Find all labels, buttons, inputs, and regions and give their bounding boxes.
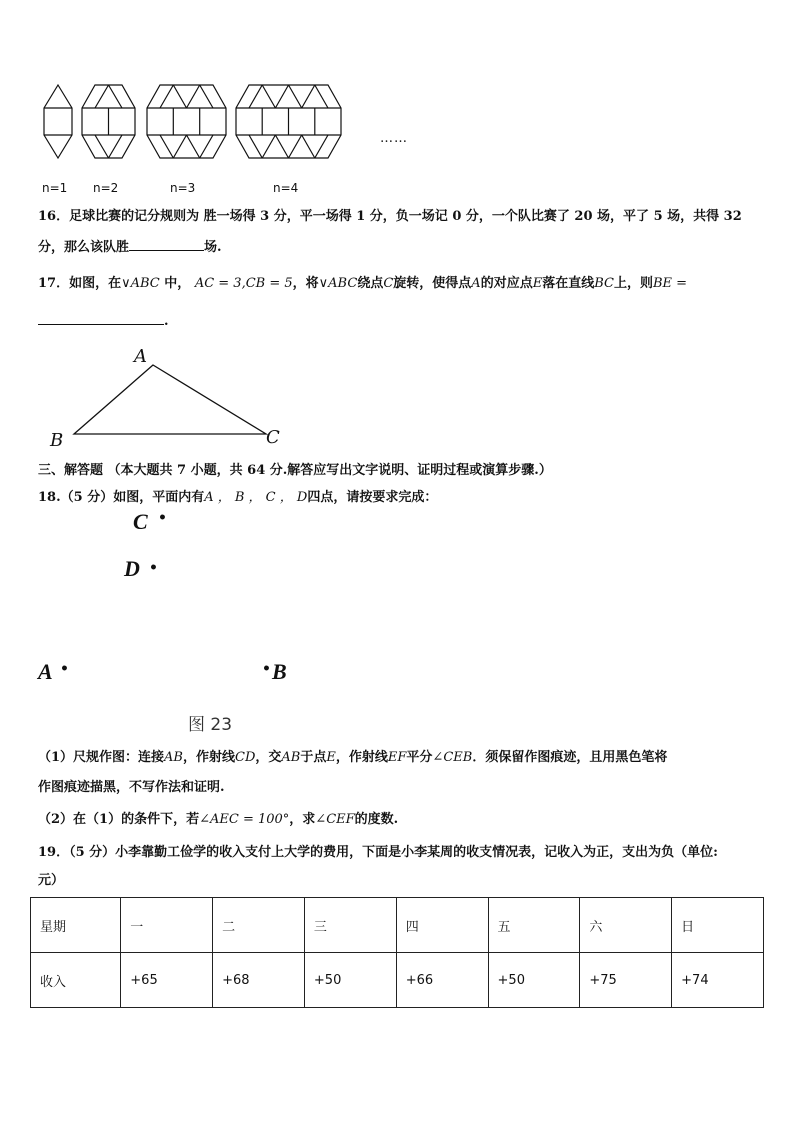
answer-blank xyxy=(38,310,164,325)
q18-math: EF xyxy=(387,750,407,765)
q16-text-pre: 分，那么该队胜 xyxy=(38,240,130,255)
q18-text: ，交 xyxy=(255,750,282,765)
q17-math: ∨ABC xyxy=(318,276,358,291)
section-3-heading: 三、解答题 （本大题共 7 小题，共 64 分.解答应写出文字说明、证明过程或演算步骤.） xyxy=(38,463,552,478)
point-d-dot: • xyxy=(149,560,158,576)
q17-text: 绕点 xyxy=(357,276,384,291)
table-cell: +74 xyxy=(672,953,764,1008)
q18-math: ∠AEC = 100° xyxy=(199,812,290,827)
q18-math: ∠CEB xyxy=(432,750,473,765)
point-d-label: D xyxy=(124,556,140,581)
q17-text: 17．如图，在 xyxy=(38,276,122,291)
point-a-label: A xyxy=(38,659,53,684)
q18-text: 的度数. xyxy=(354,812,399,827)
income-table xyxy=(30,897,764,1008)
question-18-part1 xyxy=(38,743,667,773)
table-cell: 一 xyxy=(121,898,213,953)
question-18-intro xyxy=(38,483,437,513)
answer-blank xyxy=(129,236,204,251)
question-19-line2: 元） xyxy=(38,873,65,888)
triangle-label-b: B xyxy=(50,430,64,451)
table-cell: +50 xyxy=(488,953,580,1008)
q17-text: 中， xyxy=(159,276,195,291)
q18-text: ．须保留作图痕迹，且用黑色笔将 xyxy=(472,750,668,765)
triangle-label-c: C xyxy=(266,427,280,448)
table-cell: 四 xyxy=(396,898,488,953)
figure-caption: 图 23 xyxy=(188,715,233,735)
q18-text: ，作射线 xyxy=(183,750,236,765)
table-cell: 五 xyxy=(488,898,580,953)
table-header-row xyxy=(31,898,764,953)
pattern-label-n2: n=2 xyxy=(93,181,119,195)
question-16-line1: 16．足球比赛的记分规则为 胜一场得 3 分，平一场得 1 分，负一场记 0 分，一个队比赛了 20 场，平了 5 场，共得 32 xyxy=(38,209,742,224)
q17-text: 落在直线 xyxy=(542,276,595,291)
q17-text: ，将 xyxy=(292,276,319,291)
q18-text: 18.（5 分）如图，平面内有 xyxy=(38,490,205,505)
table-cell: 二 xyxy=(213,898,305,953)
table-cell: 收入 xyxy=(31,953,121,1008)
pattern-label-n4: n=4 xyxy=(273,181,299,195)
q18-text: 四点，请按要求完成： xyxy=(307,490,438,505)
q17-text: 上，则 xyxy=(613,276,653,291)
q18-math: E xyxy=(326,750,336,765)
q17-math: E xyxy=(532,276,543,291)
table-cell: 星期 xyxy=(31,898,121,953)
point-c-label: C xyxy=(133,509,148,534)
q18-text: （2）在（1）的条件下，若 xyxy=(38,812,200,827)
table-row xyxy=(31,953,764,1008)
q18-math: CD xyxy=(235,750,256,765)
table-cell: +68 xyxy=(213,953,305,1008)
q17-math: C xyxy=(383,276,394,291)
q18-math: AB xyxy=(164,750,183,765)
pattern-label-n1: n=1 xyxy=(42,181,68,195)
table-cell: 三 xyxy=(304,898,396,953)
table-cell: +50 xyxy=(304,953,396,1008)
table-cell: +75 xyxy=(580,953,672,1008)
point-b-dot: • xyxy=(262,661,271,677)
question-18-part2 xyxy=(38,805,398,835)
q18-text: 于点 xyxy=(300,750,327,765)
q18-text: ，求 xyxy=(289,812,316,827)
q16-text-post: 场. xyxy=(204,240,222,255)
pattern-n2 xyxy=(82,85,135,158)
question-17-answer xyxy=(38,307,169,337)
pattern-label-n3: n=3 xyxy=(170,181,196,195)
point-b-label: B xyxy=(272,659,287,684)
q17-text: . xyxy=(164,314,169,329)
q18-text: 平分 xyxy=(406,750,433,765)
pattern-ellipsis: …… xyxy=(380,131,408,146)
point-a-dot: • xyxy=(60,661,69,677)
question-18-part1-line2: 作图痕迹描黑，不写作法和证明. xyxy=(38,780,225,795)
q18-math: AB xyxy=(281,750,301,765)
triangle-label-a: A xyxy=(134,346,147,367)
table-cell: +66 xyxy=(396,953,488,1008)
q17-math: = xyxy=(672,276,688,291)
q17-math: A xyxy=(471,276,481,291)
question-17 xyxy=(38,269,687,299)
q18-text: （1）尺规作图：连接 xyxy=(38,750,165,765)
pattern-n4 xyxy=(236,85,341,158)
point-c-dot: • xyxy=(158,510,167,526)
table-cell: 六 xyxy=(580,898,672,953)
q17-text: 旋转，使得点 xyxy=(393,276,472,291)
question-16-line2 xyxy=(38,233,222,263)
table-cell: 日 xyxy=(672,898,764,953)
q17-math: AC = 3,CB = 5 xyxy=(194,276,293,291)
q17-math: ∨ABC xyxy=(121,276,160,291)
triangle-figure xyxy=(40,340,300,455)
q18-math: ∠CEF xyxy=(315,812,355,827)
pattern-n3 xyxy=(147,85,226,158)
q18-math: A ， B ， C ， D xyxy=(204,490,308,505)
q18-text: ，作射线 xyxy=(335,750,388,765)
q17-math: BC xyxy=(594,276,614,291)
pattern-n1 xyxy=(44,85,72,158)
table-cell: +65 xyxy=(121,953,213,1008)
q17-math: BE xyxy=(652,276,673,291)
question-19-line1: 19．（5 分）小李靠勤工俭学的收入支付上大学的费用，下面是小李某周的收支情况表，记收入为正，支出为负（单位: xyxy=(38,845,718,860)
q17-text: 的对应点 xyxy=(480,276,533,291)
